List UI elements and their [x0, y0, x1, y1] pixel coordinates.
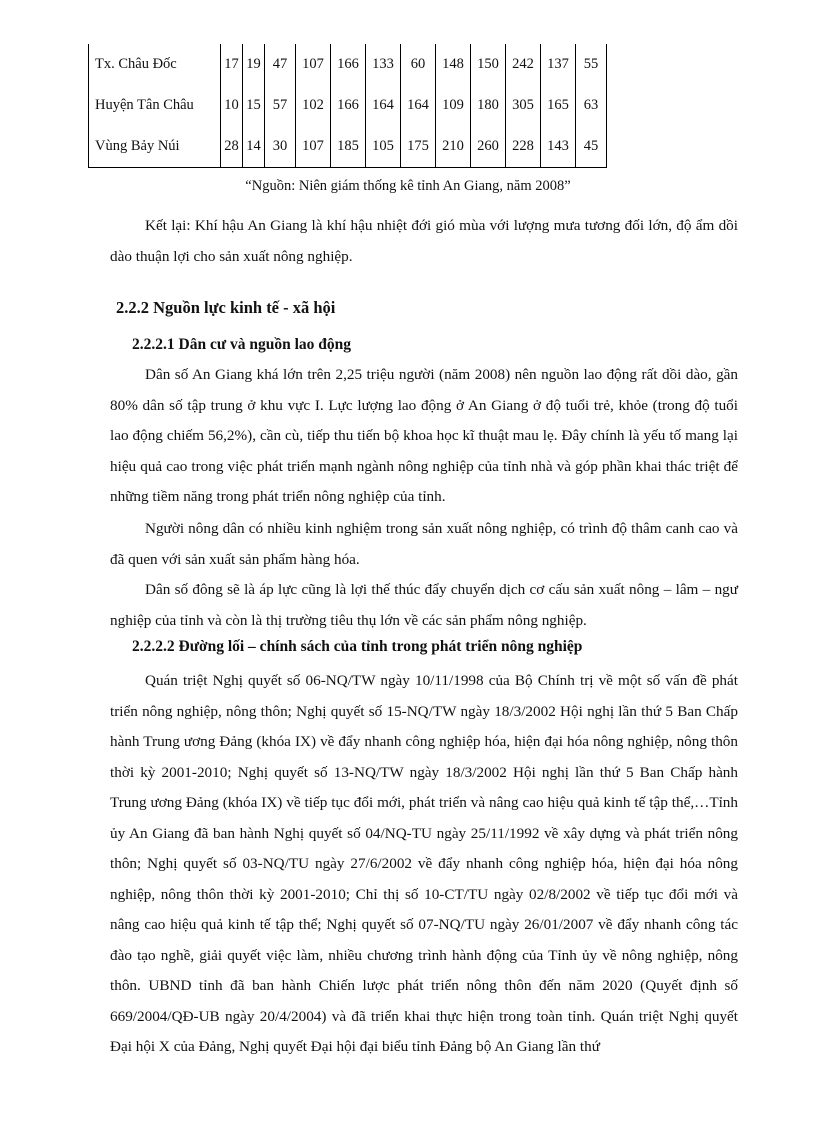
table-row-label: Huyện Tân Châu	[89, 85, 221, 126]
table-cell: 166	[331, 85, 366, 126]
policy-paragraph-text: Quán triệt Nghị quyết số 06-NQ/TW ngày 10/11/1998 của Bộ Chính trị về một số vấn đề phát triển nông nghiệp, nông thôn; Nghị quyết số 15-NQ/TW ngày 18/3/2002 Hội nghị lần thứ 5 Ban Chấp hành Trung ương Đảng (khóa IX) về đẩy nhanh công nghiệp hóa, hiện đại hóa nông nghiệp, nông thôn thời kỳ 2001-2010; Nghị quyết số 13-NQ/TW ngày 18/3/2002 Hội nghị lần thứ 5 Ban Chấp hành Trung ương Đảng (khóa IX) về tiếp tục đổi mới, phát triển và nâng cao hiệu quả kinh tế tập thể,…Tỉnh ủy An Giang đã ban hành Nghị quyết số 04/NQ-TU ngày 25/11/1992 về xây dựng và phát triển nông thôn; Nghị quyết số 03-NQ/TU ngày 27/6/2002 về đẩy nhanh công nghiệp hóa, hiện đại hóa nông nghiệp, nông thôn thời kỳ 2001-2010; Chỉ thị số 10-CT/TU ngày 02/8/2002 về tiếp tục đổi mới và nâng cao hiệu quả kinh tế tập thể; Nghị quyết số 07-NQ/TU ngày 26/01/2007 về đẩy nhanh công tác đào tạo nghề, giải quyết việc làm, nhiều chương trình hành động của Tỉnh ủy về nông nghiệp, nông thôn. UBND tỉnh đã ban hành Chiến lược phát triển nông thôn đến năm 2020 (Quyết định số 669/2004/QĐ-UB ngày 20/4/2004) và đã triển khai thực hiện trong toàn tỉnh. Quán triệt Nghị quyết Đại hội X của Đảng, Nghị quyết Đại hội đại biểu tỉnh Đảng bộ An Giang lần thứ	[110, 672, 738, 1055]
table-cell: 164	[401, 85, 436, 126]
table-cell: 164	[366, 85, 401, 126]
table-cell: 107	[296, 126, 331, 168]
table-cell: 228	[506, 126, 541, 168]
table-row-label: Vùng Bảy Núi	[89, 126, 221, 168]
table-cell: 133	[366, 44, 401, 85]
table-cell: 148	[436, 44, 471, 85]
table-row	[89, 126, 607, 168]
table-cell: 55	[576, 44, 607, 85]
conclusion-paragraph	[110, 211, 738, 272]
table-cell: 15	[243, 85, 265, 126]
table-cell: 28	[221, 126, 243, 168]
table-cell: 57	[265, 85, 296, 126]
heading-2-2-2-2: 2.2.2.2 Đường lối – chính sách của tỉnh trong phát triển nông nghiệp	[132, 638, 583, 655]
table-cell: 47	[265, 44, 296, 85]
table-cell: 242	[506, 44, 541, 85]
table-cell: 180	[471, 85, 506, 126]
conclusion-text: Kết lại: Khí hậu An Giang là khí hậu nhiệt đới gió mùa với lượng mưa tương đối lớn, độ ẩm dồi dào thuận lợi cho sản xuất nông nghiệp.	[110, 217, 738, 265]
table-row	[89, 85, 607, 126]
table-cell: 105	[366, 126, 401, 168]
table-cell: 60	[401, 44, 436, 85]
table-cell: 109	[436, 85, 471, 126]
table-cell: 14	[243, 126, 265, 168]
table-cell: 175	[401, 126, 436, 168]
table-cell: 19	[243, 44, 265, 85]
population-paragraph	[110, 360, 738, 513]
table-cell: 10	[221, 85, 243, 126]
rainfall-table	[88, 44, 607, 168]
heading-2-2-2-1: 2.2.2.1 Dân cư và nguồn lao động	[132, 336, 352, 353]
table-cell: 45	[576, 126, 607, 168]
table-cell: 260	[471, 126, 506, 168]
table-cell: 137	[541, 44, 576, 85]
table-cell: 107	[296, 44, 331, 85]
pressure-paragraph	[110, 575, 738, 636]
table-cell: 30	[265, 126, 296, 168]
table-cell: 102	[296, 85, 331, 126]
table-cell: 305	[506, 85, 541, 126]
table-cell: 63	[576, 85, 607, 126]
table-row-label: Tx. Châu Đốc	[89, 44, 221, 85]
table-cell: 166	[331, 44, 366, 85]
table-cell: 210	[436, 126, 471, 168]
population-paragraph-text: Dân số An Giang khá lớn trên 2,25 triệu người (năm 2008) nên nguồn lao động rất dồi dào, gần 80% dân số tập trung ở khu vực I. Lực lượng lao động ở An Giang ở độ tuổi trẻ, khỏe (trong độ tuổi lao động chiếm 56,2%), cần cù, tiếp thu tiến bộ khoa học kĩ thuật mau lẹ. Đây chính là yếu tố mang lại hiệu quả cao trong việc phát triển mạnh ngành nông nghiệp của tỉnh nhà và góp phần khai thác triệt để những tiềm năng trong phát triển nông nghiệp của tỉnh.	[110, 366, 738, 505]
table-row	[89, 44, 607, 85]
table-cell: 185	[331, 126, 366, 168]
rainfall-table-body	[89, 44, 607, 168]
pressure-paragraph-text: Dân số đông sẽ là áp lực cũng là lợi thế thúc đẩy chuyển dịch cơ cấu sản xuất nông – lâm – ngư nghiệp của tỉnh và còn là thị trường tiêu thụ lớn về các sản phẩm nông nghiệp.	[110, 581, 738, 629]
table-cell: 150	[471, 44, 506, 85]
farmer-paragraph-text: Người nông dân có nhiều kinh nghiệm trong sản xuất nông nghiệp, có trình độ thâm canh cao và đã quen với sản xuất sản phẩm hàng hóa.	[110, 520, 738, 568]
farmer-paragraph	[110, 514, 738, 575]
table-cell: 143	[541, 126, 576, 168]
heading-2-2-2: 2.2.2 Nguồn lực kinh tế - xã hội	[116, 298, 336, 317]
policy-paragraph	[110, 666, 738, 1063]
table-cell: 17	[221, 44, 243, 85]
table-cell: 165	[541, 85, 576, 126]
table-source-caption: “Nguồn: Niên giám thống kê tỉnh An Giang, năm 2008”	[245, 178, 571, 194]
